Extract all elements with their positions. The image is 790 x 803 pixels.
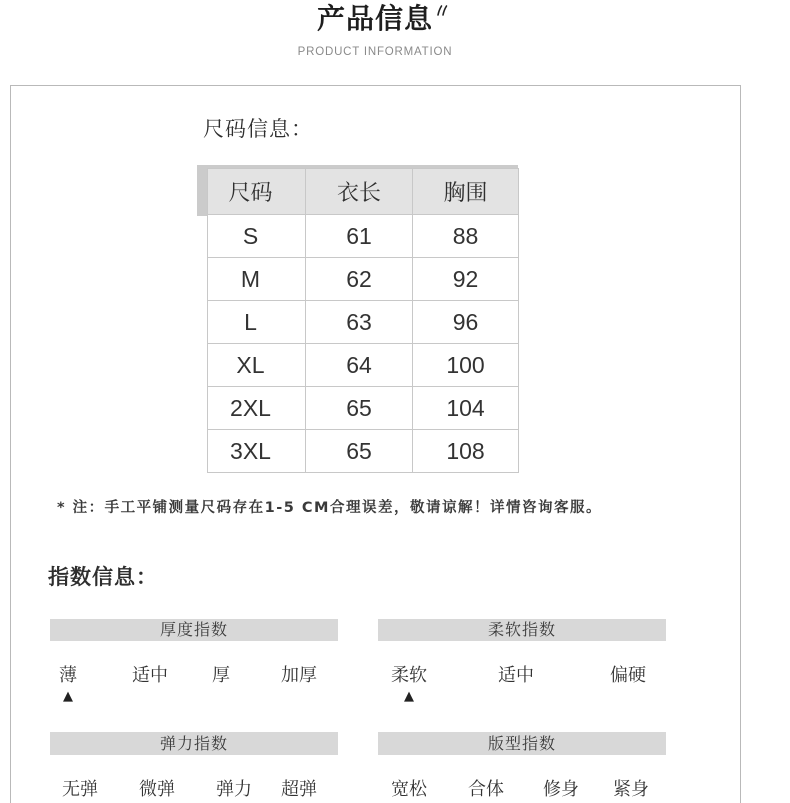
index-option: 适中 [132,665,168,686]
index-option: 加厚 [281,665,317,686]
index-option: 紧身 [613,779,649,800]
size-cell: XL [208,344,306,387]
size-info-heading: 尺码信息： [203,117,313,141]
page-title-text: 产品信息 [316,2,433,35]
index-group-softness [378,619,666,709]
size-cell: M [208,258,306,301]
size-cell: 3XL [208,430,306,473]
length-cell: 61 [306,215,413,258]
index-option: 无弹 [62,779,98,800]
table-row [208,430,519,473]
index-option: 弹力 [216,779,252,800]
title-bar [0,2,750,36]
page-subtitle: PRODUCT INFORMATION [297,46,453,58]
index-option: 柔软 [391,665,427,686]
table-row [208,258,519,301]
column-header-length: 衣长 [306,169,413,215]
decorative-quote-icon [435,4,448,16]
index-option: 适中 [498,665,534,686]
chest-cell: 92 [413,258,519,301]
size-table-head [208,169,519,215]
length-cell: 63 [306,301,413,344]
table-row [208,387,519,430]
chest-cell: 104 [413,387,519,430]
size-table-body [208,215,519,473]
length-cell: 65 [306,430,413,473]
index-option: 厚 [212,665,230,686]
selected-marker-icon: ▲ [63,689,73,704]
chest-cell: 96 [413,301,519,344]
table-row [208,344,519,387]
index-bar-thickness: 厚度指数 [50,619,338,641]
index-group-thickness [50,619,338,709]
chest-cell: 108 [413,430,519,473]
table-row [208,215,519,258]
size-cell: L [208,301,306,344]
size-cell: S [208,215,306,258]
index-option: 修身 [543,779,579,800]
index-info-heading: 指数信息： [48,565,158,589]
chest-cell: 100 [413,344,519,387]
table-row [208,301,519,344]
index-option: 偏硬 [610,665,646,686]
selected-marker-icon: ▲ [404,689,414,704]
index-option: 薄 [59,665,77,686]
index-group-elasticity [50,732,338,803]
index-bar-elasticity: 弹力指数 [50,732,338,755]
length-cell: 64 [306,344,413,387]
subtitle-bar [0,40,750,58]
index-bar-softness: 柔软指数 [378,619,666,641]
index-option: 合体 [468,779,504,800]
measurement-note: * 注：手工平铺测量尺码存在1-5 CM合理误差，敬请谅解！详情咨询客服。 [57,500,602,516]
size-table [207,168,519,473]
page-title [317,2,433,36]
index-option: 超弹 [281,779,317,800]
column-header-chest: 胸围 [413,169,519,215]
length-cell: 65 [306,387,413,430]
index-group-fit [378,732,666,803]
chest-cell: 88 [413,215,519,258]
length-cell: 62 [306,258,413,301]
index-option: 宽松 [391,779,427,800]
size-cell: 2XL [208,387,306,430]
index-bar-fit: 版型指数 [378,732,666,755]
column-header-size: 尺码 [208,169,306,215]
index-option: 微弹 [139,779,175,800]
size-table-header-row [208,169,519,215]
